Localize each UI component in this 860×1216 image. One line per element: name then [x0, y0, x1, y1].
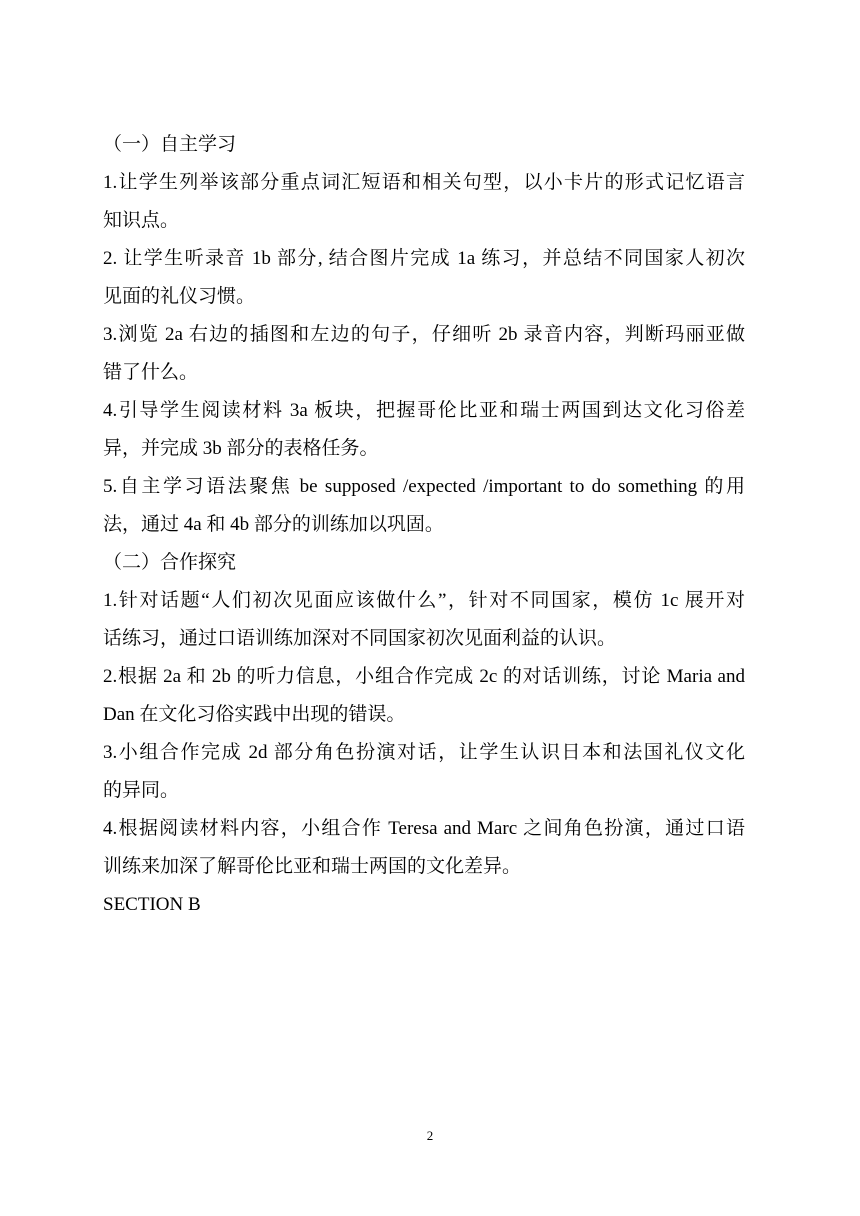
paragraph-line: 4.引导学生阅读材料 3a 板块，把握哥伦比亚和瑞士两国到达文化习俗差	[103, 400, 745, 421]
cooperative-item-3	[103, 734, 745, 810]
paragraph-line: 2.根据 2a 和 2b 的听力信息，小组合作完成 2c 的对话训练，讨论 Maria and	[103, 666, 745, 687]
cooperative-item-4	[103, 810, 745, 886]
paragraph-line: Dan 在文化习俗实践中出现的错误。	[103, 704, 406, 725]
paragraph-line: 的异同。	[103, 780, 180, 801]
self-study-item-5	[103, 468, 745, 544]
paragraph-line: 3.小组合作完成 2d 部分角色扮演对话，让学生认识日本和法国礼仪文化	[103, 742, 745, 763]
cooperative-item-2	[103, 658, 745, 734]
paragraph-line: 训练来加深了解哥伦比亚和瑞士两国的文化差异。	[103, 856, 522, 877]
page-number: 2	[426, 1128, 434, 1143]
paragraph-line: 4.根据阅读材料内容，小组合作 Teresa and Marc 之间角色扮演，通过口语	[103, 818, 745, 839]
self-study-item-1	[103, 164, 745, 240]
paragraph-line: 3.浏览 2a 右边的插图和左边的句子，仔细听 2b 录音内容，判断玛丽亚做	[103, 324, 745, 345]
paragraph-line: 错了什么。	[103, 362, 199, 383]
self-study-item-4	[103, 392, 745, 468]
paragraph-line: 法，通过 4a 和 4b 部分的训练加以巩固。	[103, 514, 444, 535]
paragraph-line: 见面的礼仪习惯。	[103, 286, 256, 307]
paragraph-line: 异，并完成 3b 部分的表格任务。	[103, 438, 379, 459]
section-heading-cooperative-inquiry: （二）合作探究	[103, 552, 237, 573]
section-heading-self-study: （一）自主学习	[103, 134, 237, 155]
self-study-item-2	[103, 240, 745, 316]
paragraph-line: 话练习，通过口语训练加深对不同国家初次见面利益的认识。	[103, 628, 617, 649]
paragraph-line: 1.针对话题“人们初次见面应该做什么”，针对不同国家，模仿 1c 展开对	[103, 590, 745, 611]
cooperative-item-1	[103, 582, 745, 658]
paragraph-line: 2. 让学生听录音 1b 部分, 结合图片完成 1a 练习，并总结不同国家人初次	[103, 248, 745, 269]
self-study-item-3	[103, 316, 745, 392]
page-content	[103, 126, 745, 924]
paragraph-line: 知识点。	[103, 210, 180, 231]
paragraph-line: 5.自主学习语法聚焦 be supposed /expected /important to do something 的用	[103, 476, 745, 497]
section-heading-section-b: SECTION B	[103, 894, 201, 915]
paragraph-line: 1.让学生列举该部分重点词汇短语和相关句型，以小卡片的形式记忆语言	[103, 172, 745, 193]
